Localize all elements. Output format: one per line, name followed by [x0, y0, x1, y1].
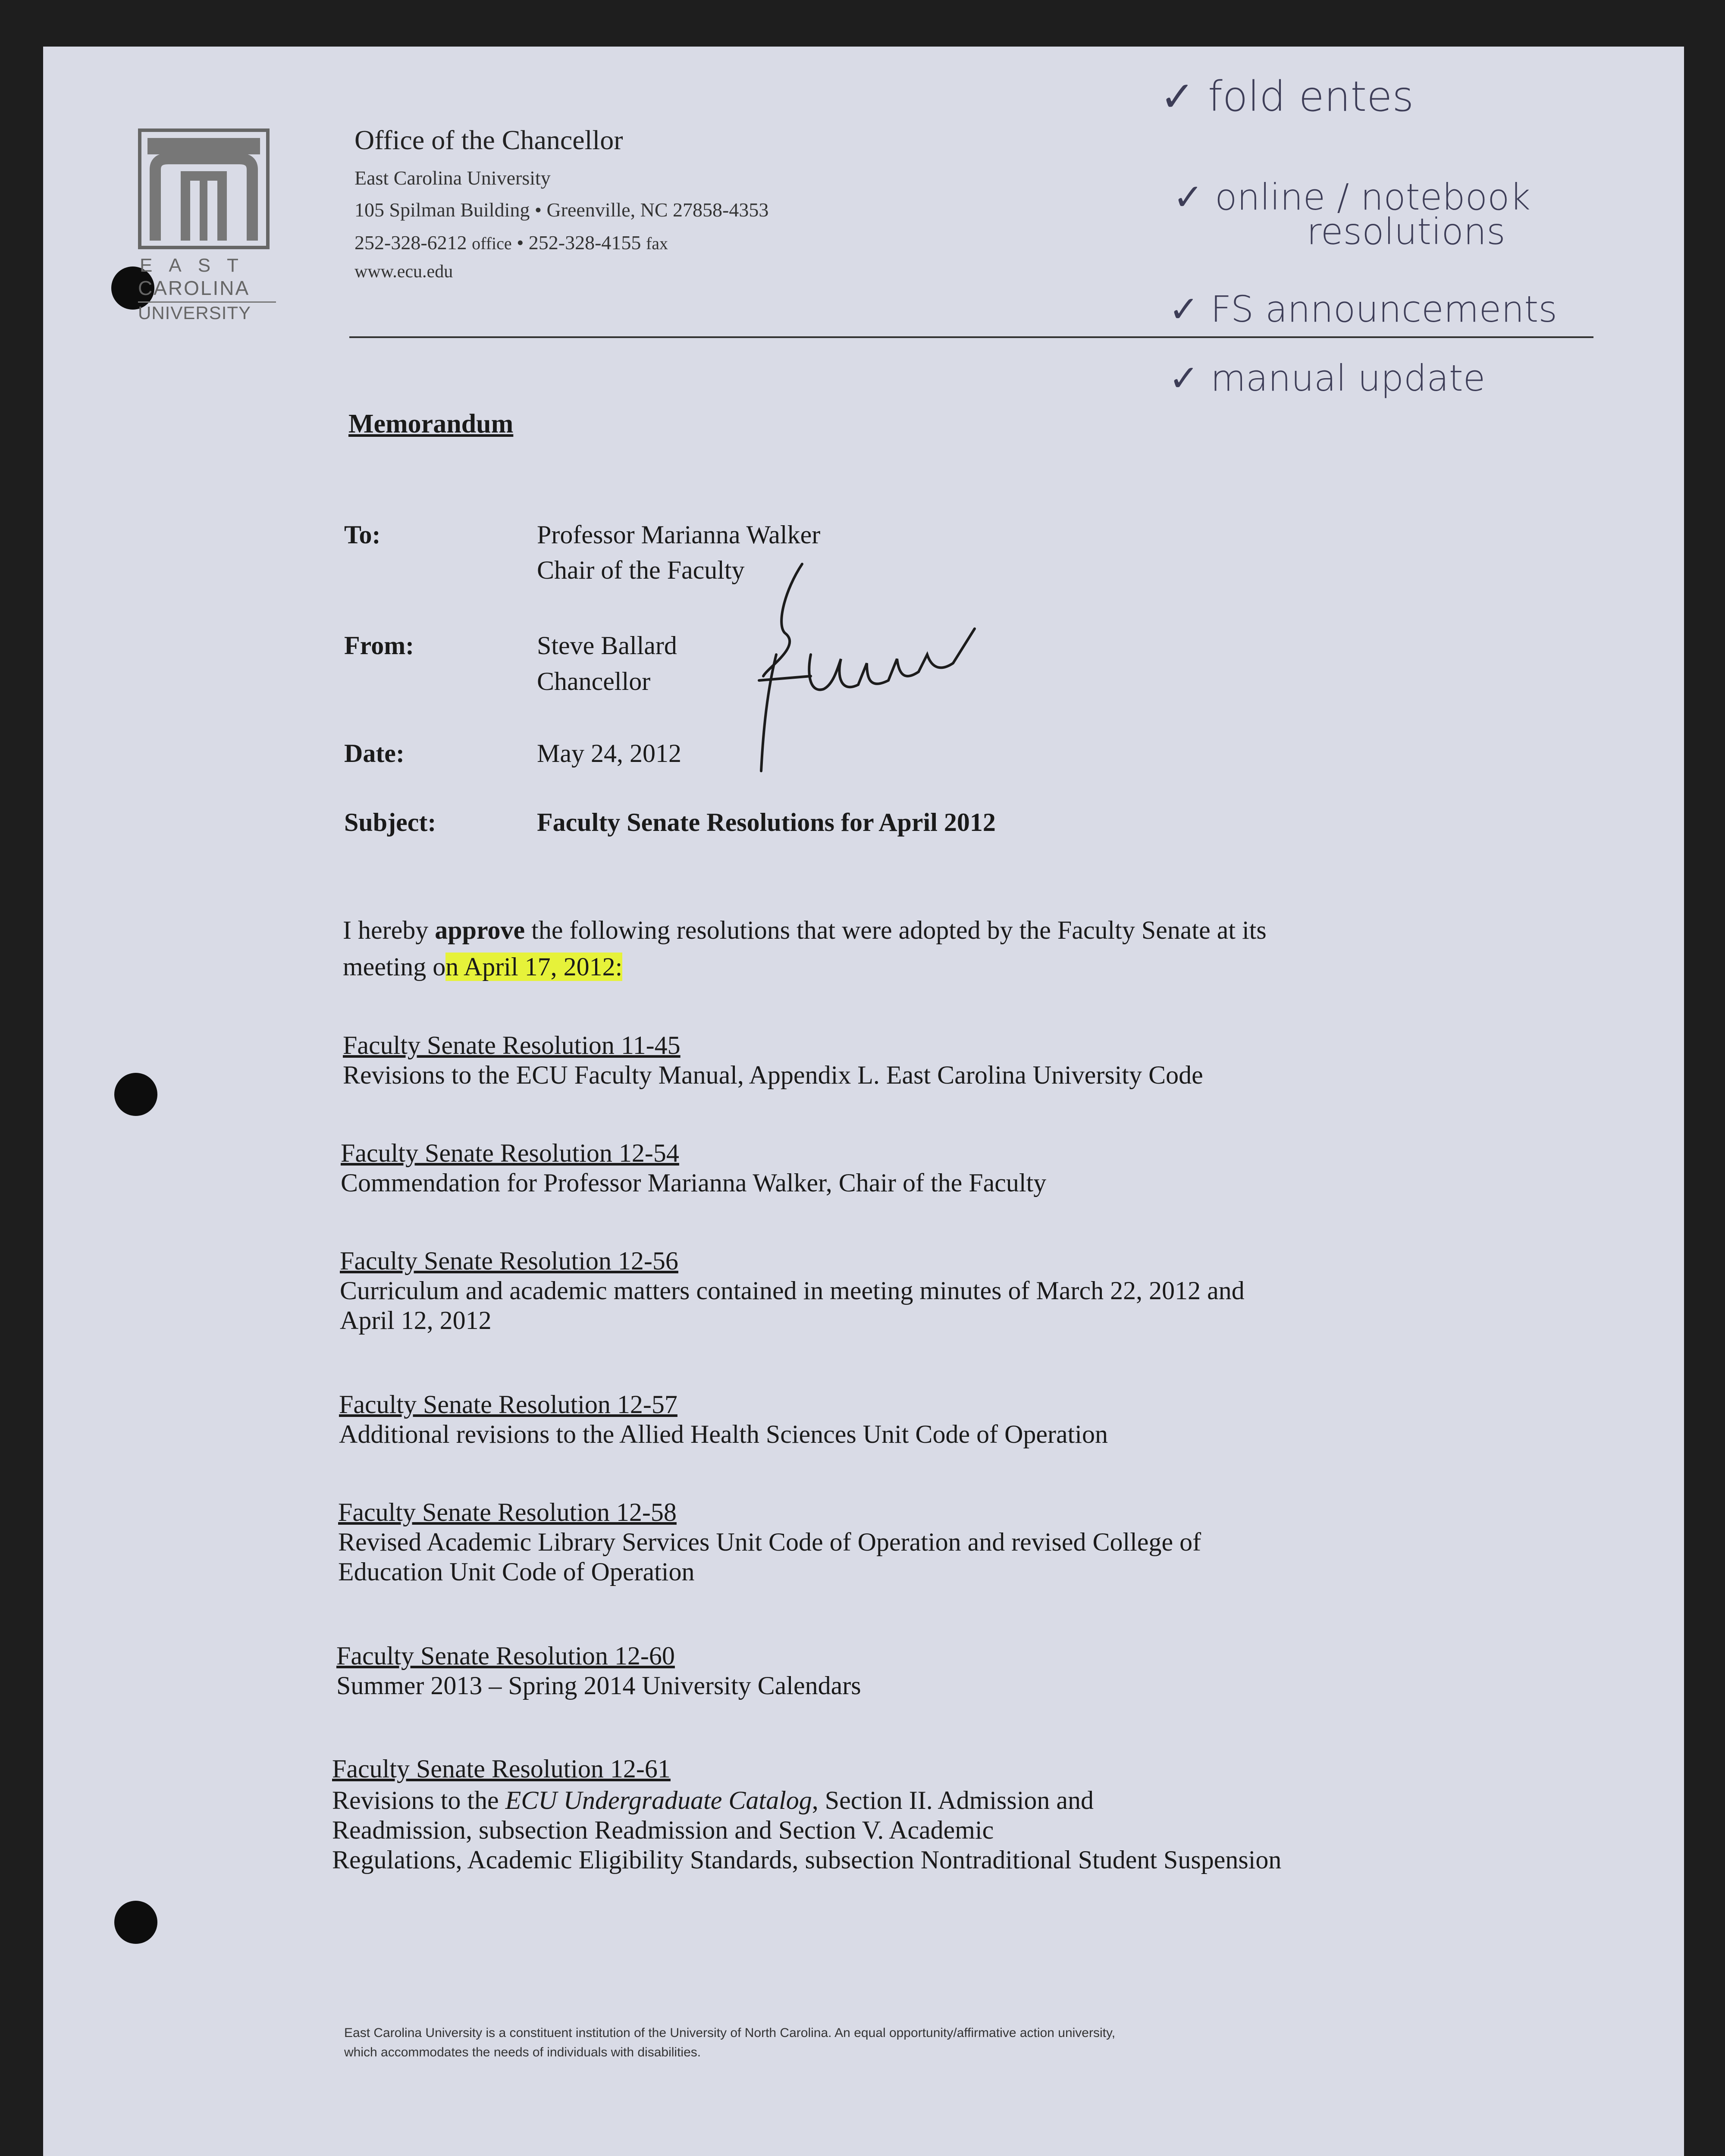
resolution-title: Faculty Senate Resolution 12-58 [338, 1498, 677, 1526]
punch-hole [114, 1901, 157, 1944]
logo-university: UNIVERSITY [138, 303, 251, 323]
memo-subject: Faculty Senate Resolutions for April 2012 [537, 808, 996, 837]
to-name: Professor Marianna Walker [537, 520, 821, 549]
document-page [43, 47, 1684, 2156]
ecu-logo-mark-icon [138, 128, 270, 249]
resolution-item [338, 1498, 1201, 1587]
resolution-item [341, 1138, 1046, 1198]
resolution-item [336, 1641, 861, 1701]
intro-line-1 [343, 915, 1267, 945]
letterhead-rule [349, 336, 1593, 338]
punch-hole [114, 1073, 157, 1116]
ecu-logo [138, 128, 276, 323]
resolution-description: Additional revisions to the Allied Health Sciences Unit Code of Operation [339, 1420, 1108, 1448]
footer-line-1: East Carolina University is a constituent institution of the University of North Carolina. An equal opportunity/affirmative action university, [344, 2026, 1116, 2040]
intro-meeting: meeting o [343, 953, 446, 981]
handwritten-note: ✓ fold entes [1160, 72, 1414, 121]
phone-line: 252-328-6212 office • 252-328-4155 fax [354, 232, 668, 254]
intro-rest: the following resolutions that were adopted by the Faculty Senate at its [525, 916, 1267, 944]
resolution-item [340, 1246, 1245, 1335]
highlighted-date: n April 17, 2012: [445, 953, 623, 981]
phone-office: 252-328-6212 [354, 232, 467, 254]
university-name: East Carolina University [354, 167, 551, 189]
address-line: 105 Spilman Building • Greenville, NC 27858-4353 [354, 199, 769, 221]
from-label: From: [344, 631, 414, 660]
resolution-description [332, 1786, 1281, 1815]
subject-label: Subject: [344, 808, 436, 837]
memo-date: May 24, 2012 [537, 739, 681, 768]
resolution-item [343, 1031, 1203, 1090]
resolution-description: Education Unit Code of Operation [338, 1557, 695, 1586]
resolution-description: Summer 2013 – Spring 2014 University Calendars [336, 1671, 861, 1700]
resolution-item [332, 1754, 1281, 1875]
catalog-title: ECU Undergraduate Catalog [505, 1786, 812, 1814]
signature [750, 547, 1018, 788]
office-label: office [472, 234, 512, 253]
handwritten-note: ✓ manual update [1169, 357, 1486, 399]
date-label: Date: [344, 739, 405, 768]
intro-prefix: I hereby [343, 916, 435, 944]
resolution-description: Readmission, subsection Readmission and Section V. Academic [332, 1816, 994, 1844]
resolution-text: , Section II. Admission and [812, 1786, 1094, 1814]
resolution-title: Faculty Senate Resolution 12-56 [340, 1247, 678, 1275]
website: www.ecu.edu [354, 262, 453, 282]
resolution-description: Revised Academic Library Services Unit Code of Operation and revised College of [338, 1528, 1201, 1556]
resolution-title: Faculty Senate Resolution 12-57 [339, 1390, 677, 1419]
resolution-title: Faculty Senate Resolution 12-60 [336, 1642, 675, 1670]
resolution-title: Faculty Senate Resolution 11-45 [343, 1031, 681, 1059]
resolution-item [339, 1390, 1108, 1449]
intro-line-2 [343, 952, 622, 982]
logo-east: EAST [140, 255, 255, 276]
to-label: To: [344, 520, 381, 549]
memo-heading: Memorandum [348, 409, 514, 439]
fax-label: fax [646, 234, 668, 253]
resolution-description: Curriculum and academic matters contained in meeting minutes of March 22, 2012 and [340, 1276, 1245, 1305]
handwritten-note: resolutions [1307, 210, 1505, 253]
logo-carolina: CAROLINA [138, 276, 276, 303]
resolution-title: Faculty Senate Resolution 12-54 [341, 1139, 679, 1167]
intro-approve: approve [435, 916, 525, 944]
phone-fax: 252-328-4155 [528, 232, 641, 254]
resolution-title: Faculty Senate Resolution 12-61 [332, 1755, 671, 1783]
handwritten-note: ✓ FS announcements [1169, 288, 1558, 330]
handwritten-note: ✓ online / notebook [1173, 176, 1531, 218]
resolution-description: Revisions to the ECU Faculty Manual, Appendix L. East Carolina University Code [343, 1061, 1203, 1089]
to-title: Chair of the Faculty [537, 556, 745, 584]
resolution-text: Revisions to the [332, 1786, 505, 1814]
resolution-description: April 12, 2012 [340, 1306, 492, 1335]
resolution-description: Regulations, Academic Eligibility Standards, subsection Nontraditional Student Suspension [332, 1846, 1282, 1874]
from-title: Chancellor [537, 667, 651, 696]
resolution-description: Commendation for Professor Marianna Walker, Chair of the Faculty [341, 1169, 1047, 1197]
from-name: Steve Ballard [537, 631, 677, 660]
footer-line-2: which accommodates the needs of individuals with disabilities. [344, 2045, 701, 2059]
office-title: Office of the Chancellor [354, 125, 623, 155]
